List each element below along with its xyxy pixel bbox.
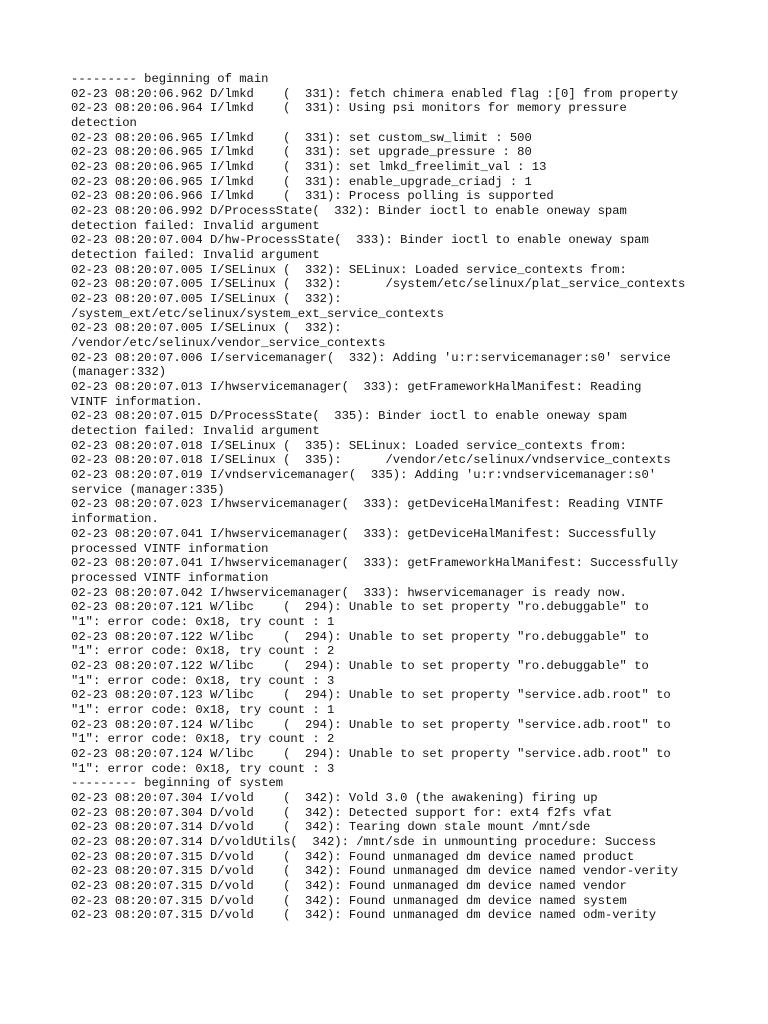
log-line: /vendor/etc/selinux/vendor_service_contexts	[71, 336, 386, 351]
log-line: 02-23 08:20:06.965 I/lmkd ( 331): set lmkd_freelimit_val : 13	[71, 160, 547, 175]
log-line: (manager:332)	[71, 365, 167, 380]
log-line: 02-23 08:20:07.315 D/vold ( 342): Found unmanaged dm device named product	[71, 849, 635, 864]
log-line: 02-23 08:20:06.965 I/lmkd ( 331): enable_upgrade_criadj : 1	[71, 174, 532, 189]
log-line: detection failed: Invalid argument	[71, 218, 320, 233]
log-line: 02-23 08:20:07.023 I/hwservicemanager( 333): getDeviceHalManifest: Reading VINTF	[71, 497, 664, 512]
log-line: 02-23 08:20:07.019 I/vndservicemanager( 335): Adding 'u:r:vndservicemanager:s0'	[71, 468, 657, 483]
log-line: 02-23 08:20:07.121 W/libc ( 294): Unable to set property "ro.debuggable" to	[71, 600, 649, 615]
log-line: 02-23 08:20:07.013 I/hwservicemanager( 333): getFrameworkHalManifest: Reading	[71, 380, 642, 395]
log-line: 02-23 08:20:07.315 D/vold ( 342): Found unmanaged dm device named odm-verity	[71, 908, 657, 923]
log-line: 02-23 08:20:07.315 D/vold ( 342): Found unmanaged dm device named vendor-verity	[71, 864, 679, 879]
log-line: 02-23 08:20:07.015 D/ProcessState( 335): Binder ioctl to enable oneway spam	[71, 409, 627, 424]
log-line: 02-23 08:20:07.005 I/SELinux ( 332):	[71, 321, 342, 336]
log-line: 02-23 08:20:07.018 I/SELinux ( 335): /vendor/etc/selinux/vndservice_contexts	[71, 453, 671, 468]
log-line: 02-23 08:20:07.122 W/libc ( 294): Unable to set property "ro.debuggable" to	[71, 629, 649, 644]
log-line: VINTF information.	[71, 394, 203, 409]
log-line: 02-23 08:20:07.004 D/hw-ProcessState( 333): Binder ioctl to enable oneway spam	[71, 233, 649, 248]
log-line: 02-23 08:20:07.041 I/hwservicemanager( 333): getDeviceHalManifest: Successfully	[71, 526, 657, 541]
log-line: processed VINTF information	[71, 541, 269, 556]
log-line: "1": error code: 0x18, try count : 1	[71, 702, 335, 717]
log-line: 02-23 08:20:07.315 D/vold ( 342): Found unmanaged dm device named system	[71, 893, 627, 908]
log-line: 02-23 08:20:07.304 D/vold ( 342): Detected support for: ext4 f2fs vfat	[71, 805, 613, 820]
log-line: service (manager:335)	[71, 482, 225, 497]
log-line: 02-23 08:20:07.042 I/hwservicemanager( 333): hwservicemanager is ready now.	[71, 585, 627, 600]
log-line: "1": error code: 0x18, try count : 3	[71, 673, 335, 688]
log-line: 02-23 08:20:07.005 I/SELinux ( 332):	[71, 292, 342, 307]
log-line: 02-23 08:20:07.005 I/SELinux ( 332): /system/etc/selinux/plat_service_contexts	[71, 277, 686, 292]
log-line: 02-23 08:20:06.965 I/lmkd ( 331): set custom_sw_limit : 500	[71, 130, 532, 145]
log-line: detection failed: Invalid argument	[71, 424, 320, 439]
log-line: "1": error code: 0x18, try count : 1	[71, 614, 335, 629]
log-line: 02-23 08:20:07.314 D/vold ( 342): Tearing down stale mount /mnt/sde	[71, 820, 591, 835]
log-line: 02-23 08:20:06.962 D/lmkd ( 331): fetch chimera enabled flag :[0] from property	[71, 86, 679, 101]
log-line: 02-23 08:20:07.005 I/SELinux ( 332): SELinux: Loaded service_contexts from:	[71, 262, 627, 277]
log-line: 02-23 08:20:07.124 W/libc ( 294): Unable to set property "service.adb.root" to	[71, 717, 671, 732]
log-line: 02-23 08:20:07.041 I/hwservicemanager( 333): getFrameworkHalManifest: Successfully	[71, 556, 679, 571]
log-line: /system_ext/etc/selinux/system_ext_service_contexts	[71, 306, 444, 321]
log-line: 02-23 08:20:07.123 W/libc ( 294): Unable to set property "service.adb.root" to	[71, 688, 671, 703]
log-line: 02-23 08:20:07.018 I/SELinux ( 335): SELinux: Loaded service_contexts from:	[71, 438, 627, 453]
log-line: 02-23 08:20:06.965 I/lmkd ( 331): set upgrade_pressure : 80	[71, 145, 532, 160]
log-line: "1": error code: 0x18, try count : 3	[71, 761, 335, 776]
log-line: 02-23 08:20:07.122 W/libc ( 294): Unable to set property "ro.debuggable" to	[71, 658, 649, 673]
log-line: "1": error code: 0x18, try count : 2	[71, 732, 335, 747]
log-line: 02-23 08:20:07.315 D/vold ( 342): Found unmanaged dm device named vendor	[71, 878, 627, 893]
log-line: information.	[71, 512, 159, 527]
log-document	[71, 72, 711, 923]
log-line: "1": error code: 0x18, try count : 2	[71, 644, 335, 659]
log-line: 02-23 08:20:07.006 I/servicemanager( 332): Adding 'u:r:servicemanager:s0' service	[71, 350, 671, 365]
log-line: processed VINTF information	[71, 570, 269, 585]
log-line: --------- beginning of system	[71, 776, 284, 791]
log-line: 02-23 08:20:07.314 D/voldUtils( 342): /mnt/sde in unmounting procedure: Success	[71, 834, 657, 849]
log-line: 02-23 08:20:06.964 I/lmkd ( 331): Using psi monitors for memory pressure	[71, 101, 627, 116]
log-line: 02-23 08:20:06.992 D/ProcessState( 332): Binder ioctl to enable oneway spam	[71, 204, 627, 219]
log-line: detection failed: Invalid argument	[71, 248, 320, 263]
log-line: 02-23 08:20:06.966 I/lmkd ( 331): Process polling is supported	[71, 189, 554, 204]
log-line: 02-23 08:20:07.304 I/vold ( 342): Vold 3.0 (the awakening) firing up	[71, 790, 598, 805]
log-line: --------- beginning of main	[71, 72, 269, 86]
log-line: 02-23 08:20:07.124 W/libc ( 294): Unable to set property "service.adb.root" to	[71, 746, 671, 761]
log-line: detection	[71, 116, 137, 131]
